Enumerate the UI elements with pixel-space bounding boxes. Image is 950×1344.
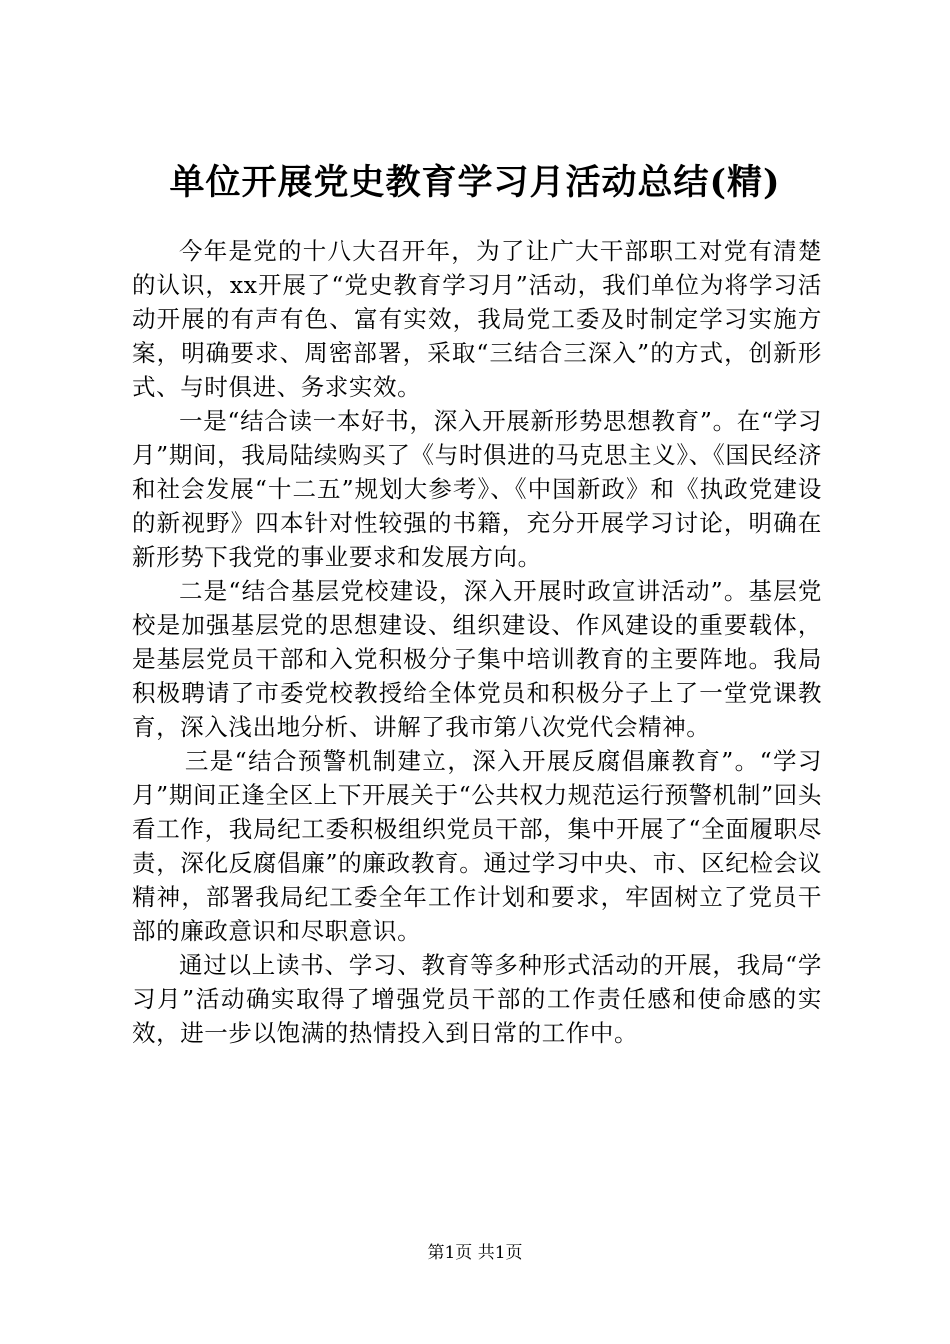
document-body: [132, 234, 822, 1050]
paragraph-point-two: 二是“结合基层党校建设，深入开展时政宣讲活动”。基层党校是加强基层党的思想建设、组织建设、作风建设的重要载体，是基层党员干部和入党积极分子集中培训教育的主要阵地。我局积极聘请了市委党校教授给全体党员和积极分子上了一堂党课教育，深入浅出地分析、讲解了我市第八次党代会精神。: [132, 577, 822, 741]
paragraph-point-three: 三是“结合预警机制建立，深入开展反腐倡廉教育”。“学习月”期间正逢全区上下开展关于“公共权力规范运行预警机制”回头看工作，我局纪工委积极组织党员干部，集中开展了“全面履职尽责，深化反腐倡廉”的廉政教育。通过学习中央、市、区纪检会议精神，部署我局纪工委全年工作计划和要求，牢固树立了党员干部的廉政意识和尽职意识。: [132, 747, 822, 945]
paragraph-conclusion: 通过以上读书、学习、教育等多种形式活动的开展，我局“学习月”活动确实取得了增强党员干部的工作责任感和使命感的实效，进一步以饱满的热情投入到日常的工作中。: [132, 951, 822, 1047]
document-title: 单位开展党史教育学习月活动总结(精): [169, 162, 781, 203]
paragraph-point-one: 一是“结合读一本好书，深入开展新形势思想教育”。在“学习月”期间，我局陆续购买了《与时俱进的马克思主义》、《国民经济和社会发展“十二五”规划大参考》、《中国新政》和《执政党建设的新视野》四本针对性较强的书籍，充分开展学习讨论，明确在新形势下我党的事业要求和发展方向。: [132, 407, 822, 571]
page-footer: 第1页 共1页: [427, 1243, 523, 1263]
paragraph-intro: 今年是党的十八大召开年，为了让广大干部职工对党有清楚的认识，xx开展了“党史教育学习月”活动，我们单位为将学习活动开展的有声有色、富有实效，我局党工委及时制定学习实施方案，明确要求、周密部署，采取“三结合三深入”的方式，创新形式、与时俱进、务求实效。: [132, 237, 822, 401]
